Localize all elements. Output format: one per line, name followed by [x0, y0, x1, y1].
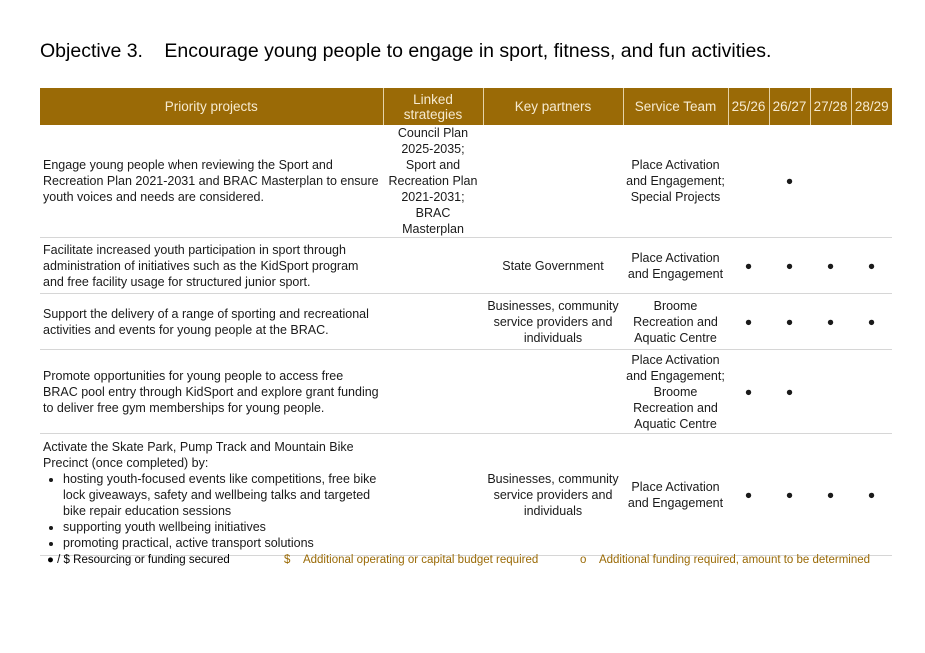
- table-header-row: [40, 88, 892, 125]
- header-service-team: Service Team: [623, 88, 728, 125]
- status-dot-28-29: [851, 125, 892, 238]
- legend-funding-secured: [47, 554, 230, 566]
- status-dot-25-26: ●: [728, 434, 769, 556]
- list-item: • hosting youth-focused events like competitions, free bike lock giveaways, safety and wellbeing talks and targeted bike repair education sessions: [63, 471, 380, 519]
- status-dot-27-28: [810, 350, 851, 434]
- project-cell: Support the delivery of a range of sporting and recreational activities and events for young people at the BRAC.: [40, 294, 383, 350]
- status-dot-28-29: ●: [851, 294, 892, 350]
- legend-secured-symbol: ● / $: [47, 554, 70, 566]
- legend-budget-required: [284, 554, 538, 566]
- status-dot-26-27: ●: [769, 434, 810, 556]
- key-partners-cell: [483, 350, 623, 434]
- table-row: [40, 350, 892, 434]
- header-linked-strategies: Linked strategies: [383, 88, 483, 125]
- legend-budget-label: Additional operating or capital budget required: [302, 554, 539, 566]
- linked-strategies-cell: [383, 238, 483, 294]
- status-dot-28-29: ●: [851, 238, 892, 294]
- header-year-27-28: 27/28: [810, 88, 851, 125]
- linked-strategies-cell: [383, 434, 483, 556]
- status-dot-28-29: ●: [851, 434, 892, 556]
- status-dot-27-28: ●: [810, 434, 851, 556]
- service-team-cell: Broome Recreation and Aquatic Centre: [623, 294, 728, 350]
- key-partners-cell: [483, 125, 623, 238]
- legend-secured-label: Resourcing or funding secured: [73, 554, 230, 566]
- project-cell: [40, 434, 383, 556]
- key-partners-cell: Businesses, community service providers and individuals: [483, 434, 623, 556]
- legend-budget-symbol: $: [284, 554, 291, 566]
- list-item: • supporting youth wellbeing initiatives: [63, 519, 380, 535]
- table-row: [40, 294, 892, 350]
- header-priority-projects: Priority projects: [40, 88, 383, 125]
- page-title: [40, 40, 771, 63]
- priority-projects-table: [40, 88, 892, 556]
- status-dot-26-27: ●: [769, 238, 810, 294]
- status-dot-25-26: ●: [728, 238, 769, 294]
- status-dot-25-26: ●: [728, 350, 769, 434]
- linked-strategies-cell: [383, 294, 483, 350]
- table-row: [40, 434, 892, 556]
- header-year-25-26: 25/26: [728, 88, 769, 125]
- service-team-cell: Place Activation and Engagement; Special Projects: [623, 125, 728, 238]
- objective-number: Objective 3.: [40, 40, 143, 62]
- header-year-28-29: 28/29: [851, 88, 892, 125]
- header-key-partners: Key partners: [483, 88, 623, 125]
- status-dot-28-29: [851, 350, 892, 434]
- legend-tbd-symbol: o: [580, 554, 587, 566]
- table-row: [40, 238, 892, 294]
- project-cell: Facilitate increased youth participation in sport through administration of initiatives such as the KidSport program and free facility usage for structured junior sport.: [40, 238, 383, 294]
- objective-text: Encourage young people to engage in sport, fitness, and fun activities.: [164, 40, 772, 62]
- project-cell: Engage young people when reviewing the Sport and Recreation Plan 2021-2031 and BRAC Masterplan to ensure youth voices and needs are considered.: [40, 125, 383, 238]
- status-dot-26-27: ●: [769, 125, 810, 238]
- list-item: • promoting practical, active transport solutions: [63, 535, 380, 551]
- project-intro: Activate the Skate Park, Pump Track and Mountain Bike Precinct (once completed) by:: [43, 439, 354, 470]
- service-team-cell: Place Activation and Engagement: [623, 434, 728, 556]
- status-dot-25-26: ●: [728, 294, 769, 350]
- header-year-26-27: 26/27: [769, 88, 810, 125]
- service-team-cell: Place Activation and Engagement; Broome Recreation and Aquatic Centre: [623, 350, 728, 434]
- linked-strategies-cell: [383, 350, 483, 434]
- key-partners-cell: State Government: [483, 238, 623, 294]
- status-dot-26-27: ●: [769, 294, 810, 350]
- project-bullet-list: [43, 471, 380, 551]
- status-dot-27-28: ●: [810, 294, 851, 350]
- key-partners-cell: Businesses, community service providers and individuals: [483, 294, 623, 350]
- legend-funding-tbd: [580, 554, 870, 566]
- status-dot-25-26: [728, 125, 769, 238]
- project-cell: Promote opportunities for young people to access free BRAC pool entry through KidSport and explore grant funding to deliver free gym memberships for young people.: [40, 350, 383, 434]
- table-row: [40, 125, 892, 238]
- status-dot-26-27: ●: [769, 350, 810, 434]
- status-dot-27-28: ●: [810, 238, 851, 294]
- legend-tbd-label: Additional funding required, amount to be determined: [598, 554, 871, 566]
- linked-strategies-cell: Council Plan 2025-2035; Sport and Recreation Plan 2021-2031; BRAC Masterplan: [383, 125, 483, 238]
- service-team-cell: Place Activation and Engagement: [623, 238, 728, 294]
- status-dot-27-28: [810, 125, 851, 238]
